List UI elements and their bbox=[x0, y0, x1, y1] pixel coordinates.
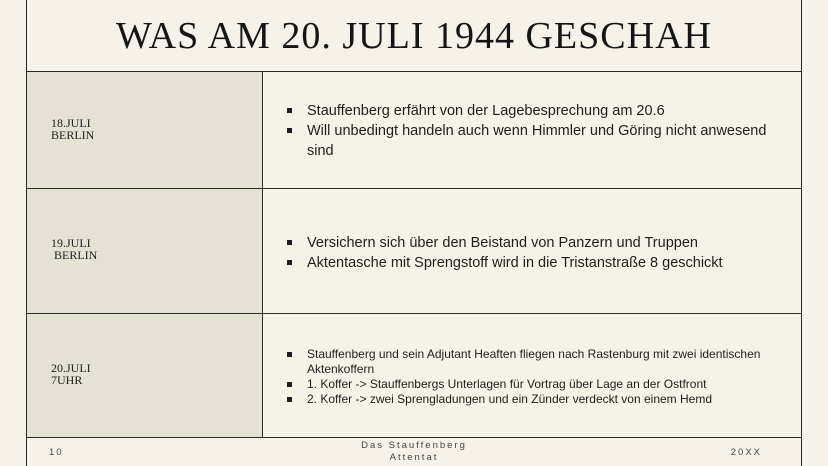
footer-date: 20XX bbox=[730, 447, 762, 458]
date-place: BERLIN bbox=[54, 248, 98, 262]
slide-title: WAS AM 20. JULI 1944 GESCHAH bbox=[116, 15, 712, 57]
list-item: Will unbedingt handeln auch wenn Himmler und Göring nicht anwesend sind bbox=[285, 121, 781, 161]
list-item: 1. Koffer -> Stauffenbergs Unterlagen für Vortrag über Lage an der Ostfront bbox=[285, 377, 781, 392]
list-item: Aktentasche mit Sprengstoff wird in die Tristanstraße 8 geschickt bbox=[285, 253, 781, 273]
date-label bbox=[51, 362, 91, 386]
table-row-18-juli bbox=[27, 72, 801, 189]
date-day: 20.JULI bbox=[51, 361, 91, 375]
date-cell bbox=[27, 72, 263, 188]
date-cell bbox=[27, 314, 263, 437]
date-time: 7UHR bbox=[51, 373, 83, 387]
date-label bbox=[51, 117, 94, 141]
footer-title-line1: Das Stauffenberg bbox=[361, 440, 467, 451]
list-item: 2. Koffer -> zwei Sprengladungen und ein Zünder verdeckt von einem Hemd bbox=[285, 392, 781, 407]
list-item: Versichern sich über den Beistand von Panzern und Truppen bbox=[285, 233, 781, 253]
event-list bbox=[285, 233, 781, 273]
event-cell bbox=[263, 72, 801, 188]
table-row-20-juli bbox=[27, 314, 801, 437]
footer-title-line2: Attentat bbox=[389, 452, 439, 463]
table-row-19-juli bbox=[27, 189, 801, 314]
event-list bbox=[285, 347, 781, 407]
timeline-table bbox=[26, 71, 802, 438]
page-number: 10 bbox=[49, 447, 64, 458]
list-item: Stauffenberg erfährt von der Lagebesprechung am 20.6 bbox=[285, 101, 781, 121]
date-day: 19.JULI bbox=[51, 236, 91, 250]
date-place: BERLIN bbox=[51, 128, 95, 142]
date-label bbox=[51, 237, 97, 261]
footer-title bbox=[340, 440, 488, 464]
date-day: 18.JULI bbox=[51, 116, 91, 130]
event-cell bbox=[263, 189, 801, 313]
list-item: Stauffenberg und sein Adjutant Heaften fliegen nach Rastenburg mit zwei identischen Aktenkoffern bbox=[285, 347, 781, 377]
event-list bbox=[285, 101, 781, 161]
event-cell bbox=[263, 314, 801, 437]
date-cell bbox=[27, 189, 263, 313]
